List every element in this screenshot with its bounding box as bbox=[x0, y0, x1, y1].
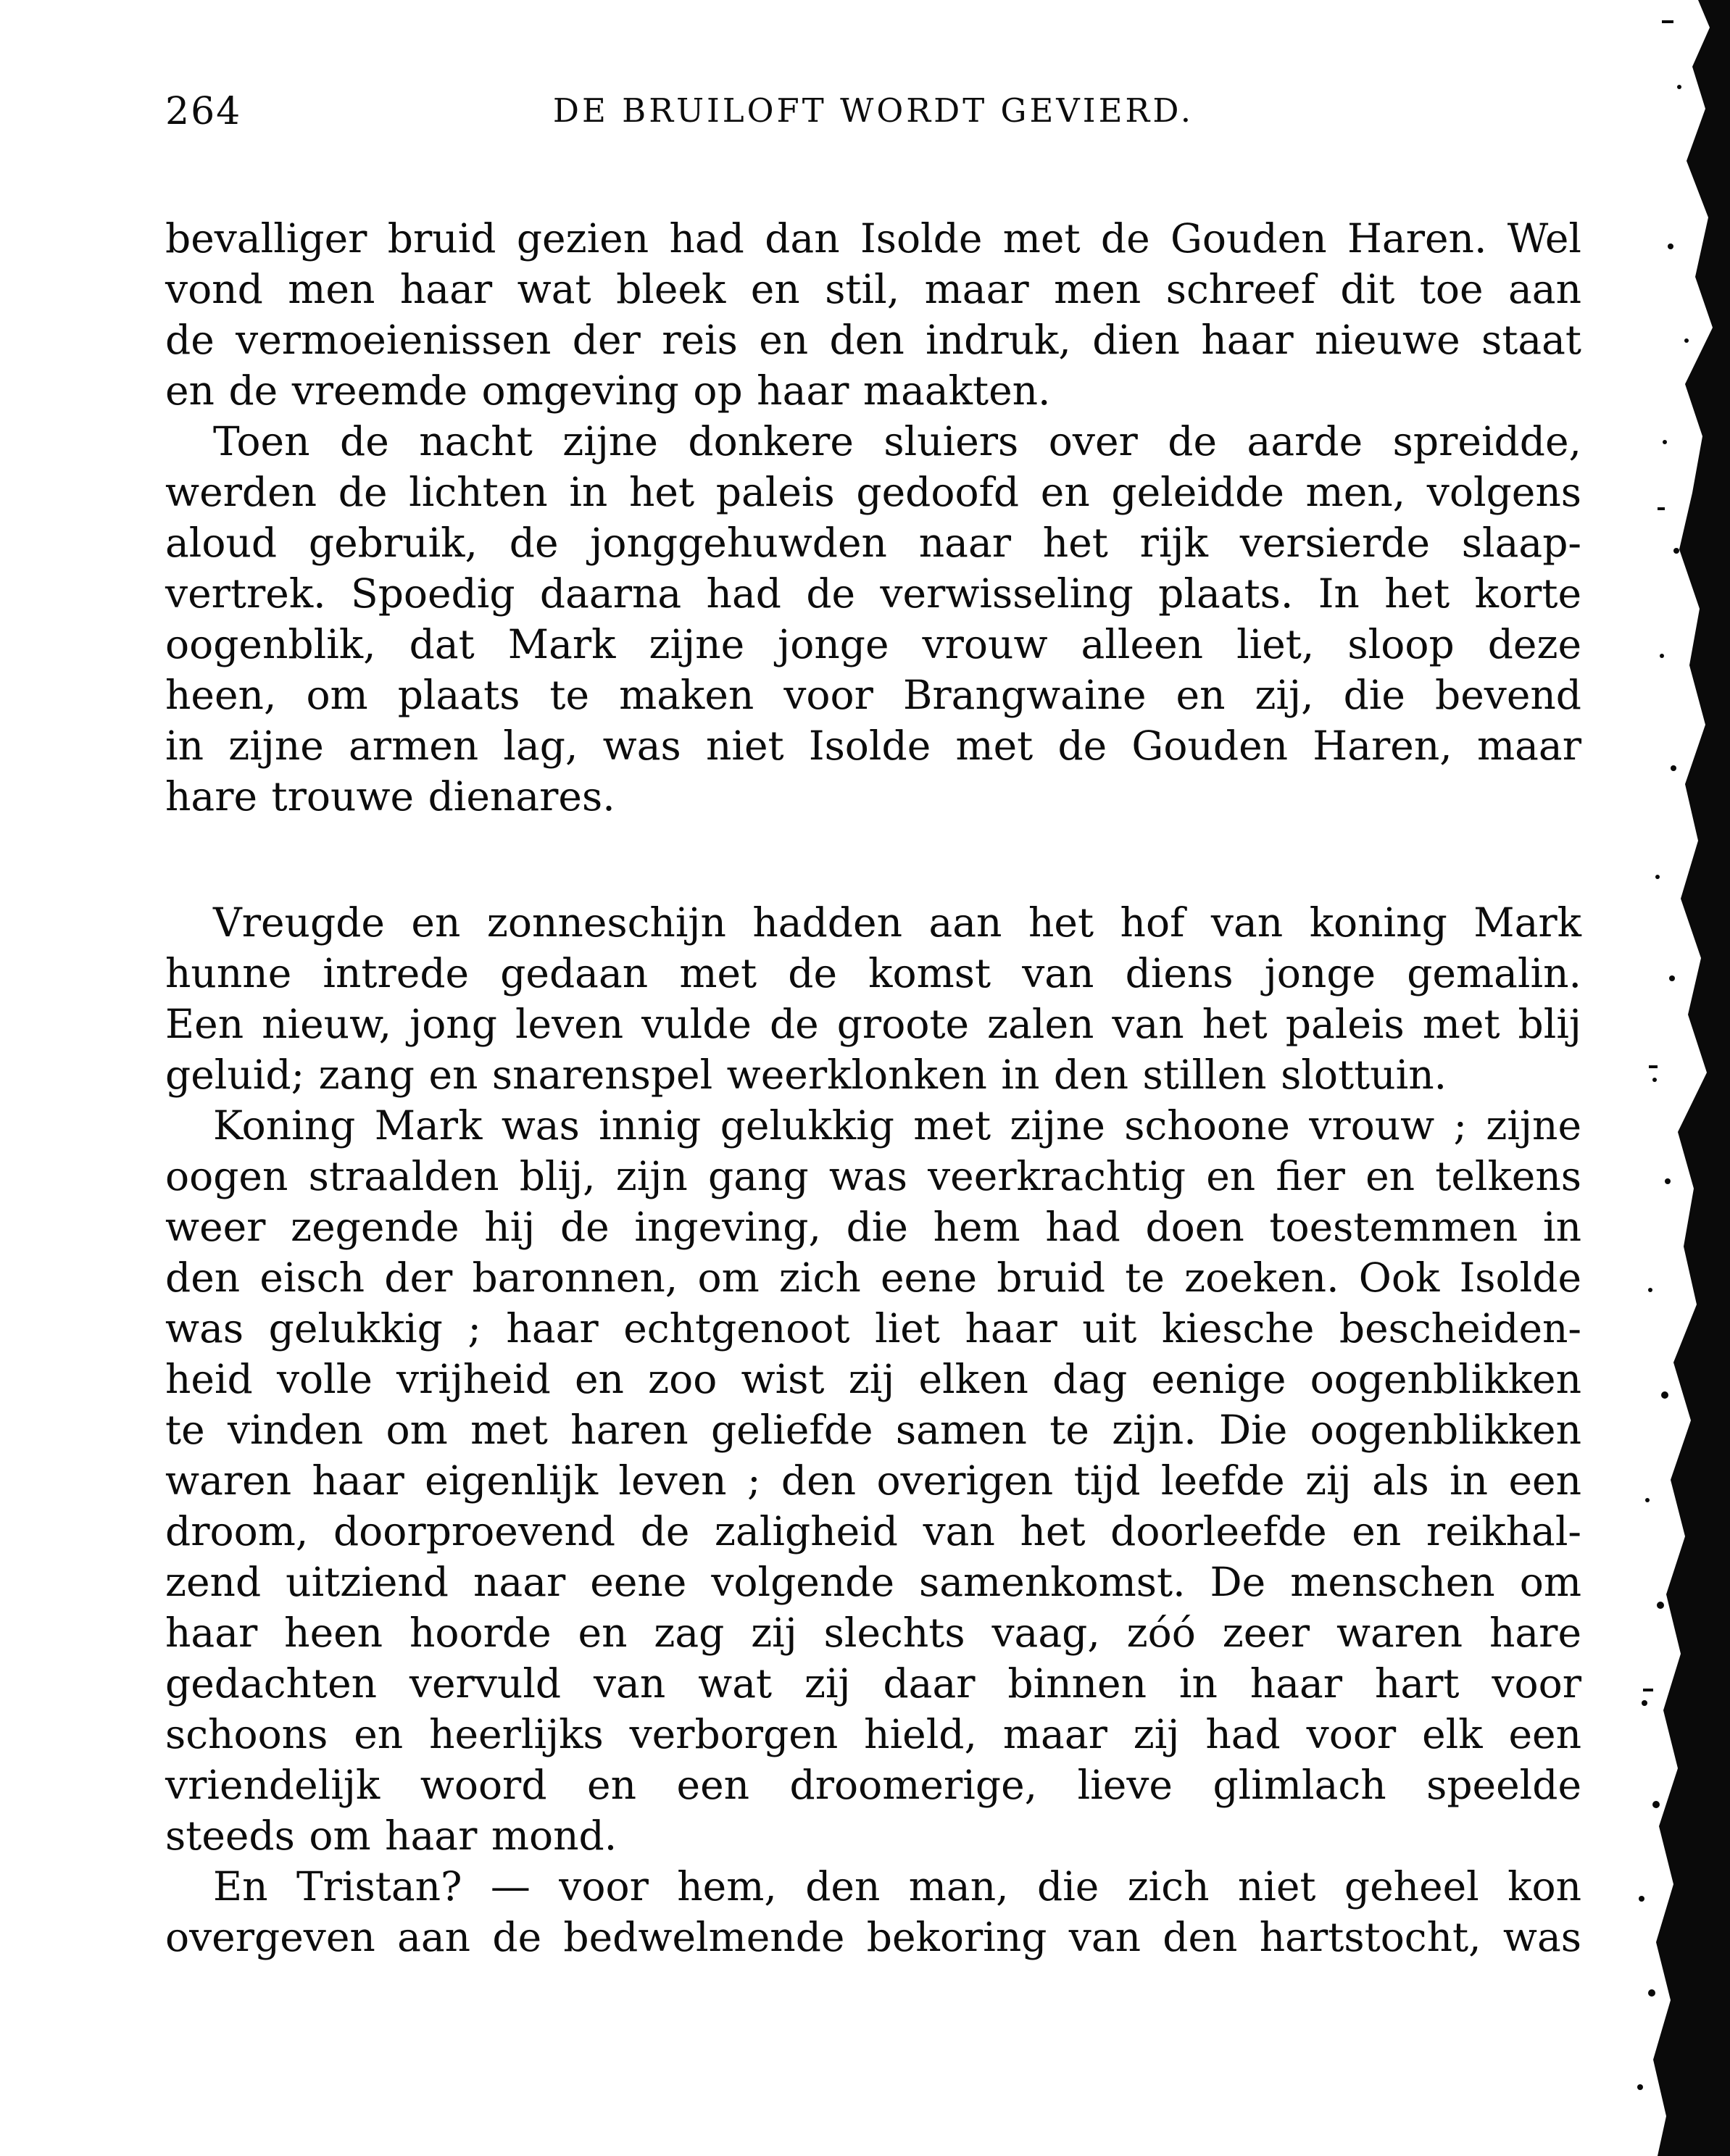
text-line: aloud gebruik, de jonggehuwden naar het rijk versierde slaap- bbox=[165, 520, 1581, 566]
text-line: Vreugde en zonneschijn hadden aan het hof van koning Mark bbox=[213, 899, 1581, 946]
text-line: geluid; zang en snarenspel weerklonken in den stillen slottuin. bbox=[165, 1052, 1447, 1098]
text-line: heen, om plaats te maken voor Brangwaine en zij, die bevend bbox=[165, 672, 1581, 718]
running-head bbox=[165, 86, 1581, 132]
text-line: zend uitziend naar eene volgende samenkomst. De menschen om bbox=[165, 1559, 1581, 1605]
text-line: droom, doorproevend de zaligheid van het doorleefde en reikhal- bbox=[165, 1508, 1581, 1554]
text-line: gedachten vervuld van wat zij daar binnen in haar hart voor bbox=[165, 1660, 1581, 1707]
text-line: vertrek. Spoedig daarna had de verwisseling plaats. In het korte bbox=[165, 570, 1581, 617]
body-text bbox=[165, 213, 1581, 1963]
text-line: En Tristan? — voor hem, den man, die zich niet geheel kon bbox=[213, 1863, 1581, 1910]
page-number: 264 bbox=[165, 90, 242, 133]
paragraph bbox=[165, 1861, 1581, 1963]
paragraph bbox=[165, 897, 1581, 1100]
text-line: schoons en heerlijks verborgen hield, maar zij had voor elk een bbox=[165, 1711, 1581, 1757]
running-title: DE BRUILOFT WORDT GEVIERD. bbox=[552, 91, 1194, 130]
text-line: steeds om haar mond. bbox=[165, 1812, 617, 1859]
text-line: heid volle vrijheid en zoo wist zij elken dag eenige oogenblikken bbox=[165, 1356, 1581, 1402]
scan-edge-artifact bbox=[1636, 0, 1730, 2156]
text-line: was gelukkig ; haar echtgenoot liet haar uit kiesche bescheiden- bbox=[165, 1305, 1581, 1352]
text-line: en de vreemde omgeving op haar maakten. bbox=[165, 367, 1051, 414]
text-line: Koning Mark was innig gelukkig met zijne schoone vrouw ; zijne bbox=[213, 1102, 1581, 1149]
text-line: Een nieuw, jong leven vulde de groote zalen van het paleis met blij bbox=[165, 1001, 1581, 1047]
text-line: overgeven aan de bedwelmende bekoring van den hartstocht, was bbox=[165, 1914, 1581, 1960]
text-line: hare trouwe dienares. bbox=[165, 773, 615, 820]
text-line: hunne intrede gedaan met de komst van diens jonge gemalin. bbox=[165, 950, 1581, 996]
text-line: weer zegende hij de ingeving, die hem had doen toestemmen in bbox=[165, 1204, 1581, 1250]
text-line: den eisch der baronnen, om zich eene bruid te zoeken. Ook Isolde bbox=[165, 1254, 1581, 1301]
text-line: Toen de nacht zijne donkere sluiers over de aarde spreidde, bbox=[213, 418, 1581, 465]
text-line: oogen straalden blij, zijn gang was veerkrachtig en fier en telkens bbox=[165, 1153, 1581, 1199]
text-line: werden de lichten in het paleis gedoofd en geleidde men, volgens bbox=[165, 469, 1581, 515]
text-line: waren haar eigenlijk leven ; den overigen tijd leefde zij als in een bbox=[165, 1457, 1581, 1504]
text-line: oogenblik, dat Mark zijne jonge vrouw alleen liet, sloop deze bbox=[165, 621, 1581, 667]
text-line: in zijne armen lag, was niet Isolde met de Gouden Haren, maar bbox=[165, 723, 1581, 769]
paragraph bbox=[165, 1100, 1581, 1861]
text-line: vriendelijk woord en een droomerige, lieve glimlach speelde bbox=[165, 1762, 1581, 1808]
paragraph bbox=[165, 213, 1581, 416]
text-line: de vermoeienissen der reis en den indruk, dien haar nieuwe staat bbox=[165, 317, 1581, 363]
text-line: vond men haar wat bleek en stil, maar men schreef dit toe aan bbox=[165, 266, 1581, 312]
text-line: haar heen hoorde en zag zij slechts vaag, zóó zeer waren hare bbox=[165, 1610, 1581, 1656]
paragraph bbox=[165, 416, 1581, 822]
text-line: bevalliger bruid gezien had dan Isolde met de Gouden Haren. Wel bbox=[165, 215, 1581, 262]
text-line: te vinden om met haren geliefde samen te zijn. Die oogenblikken bbox=[165, 1407, 1581, 1453]
